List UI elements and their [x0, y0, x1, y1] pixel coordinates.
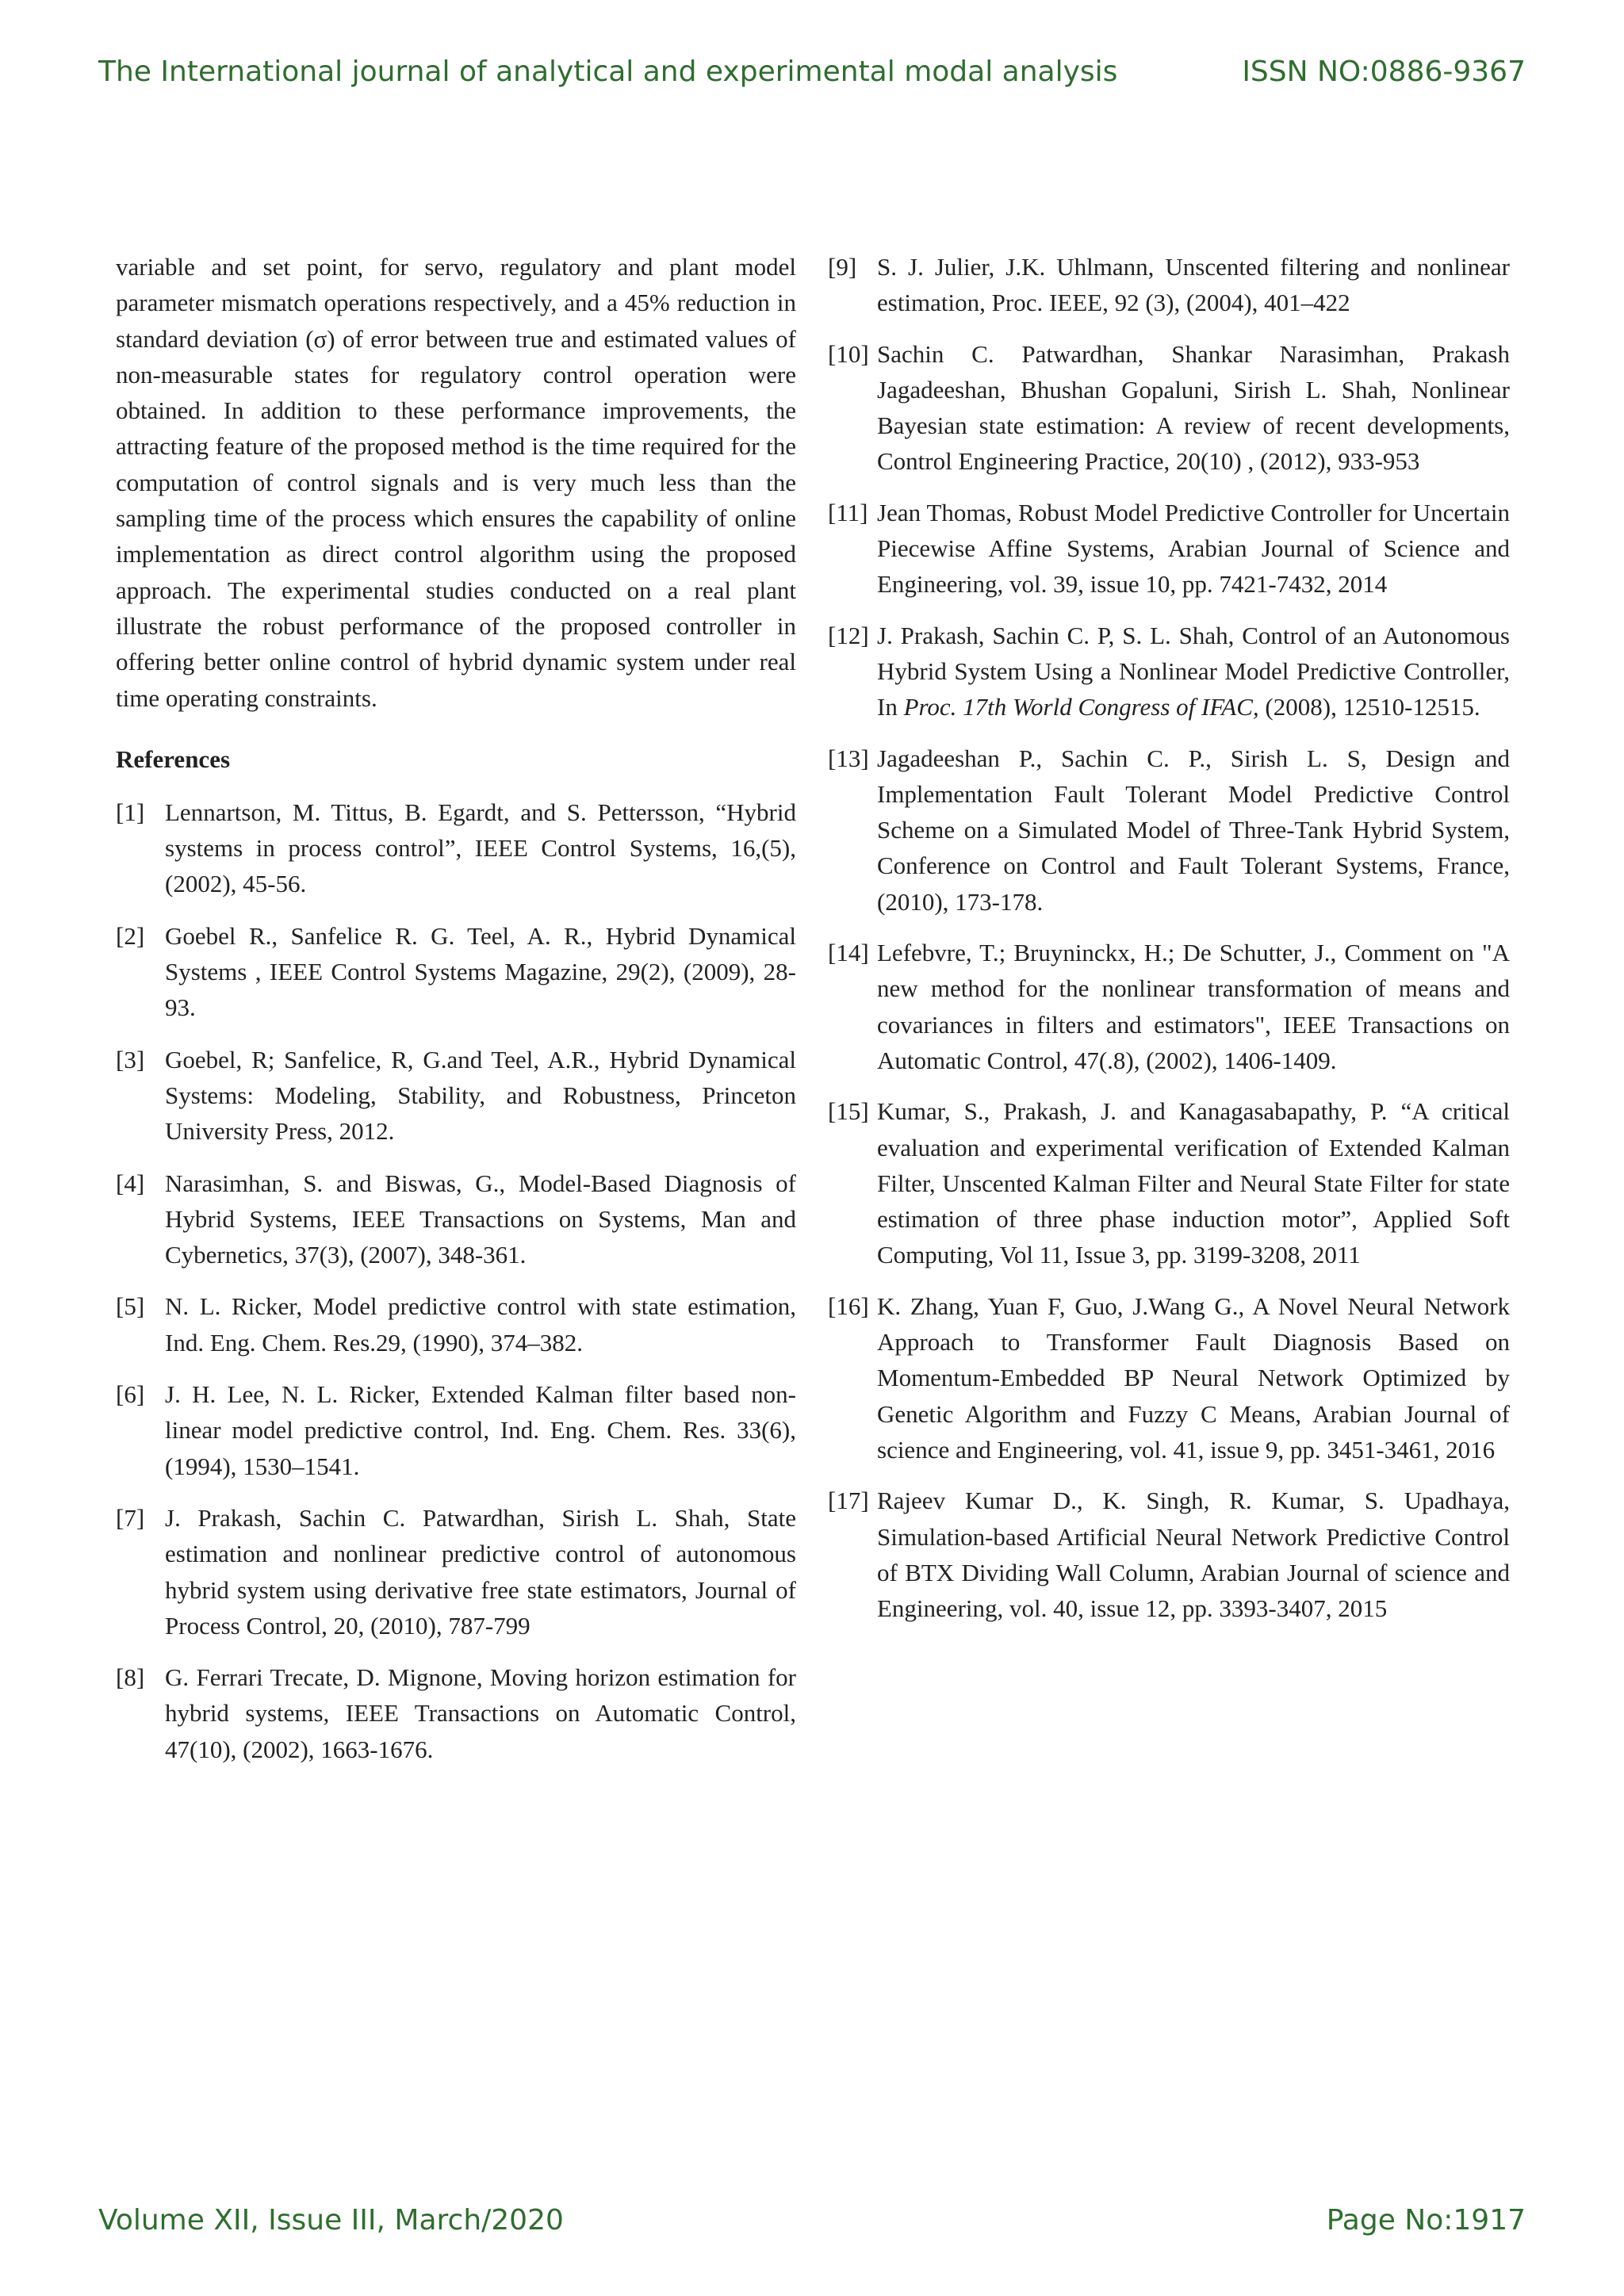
reference-number: [14] [828, 939, 869, 967]
reference-number: [7] [116, 1503, 145, 1532]
reference-text: Lennartson, M. Tittus, B. Egardt, and S. Pettersson, “Hybrid systems in process control”, IEEE Control Systems, 16,(5), (2002), 45-56. [165, 798, 796, 898]
body-paragraph: variable and set point, for servo, regulatory and plant model parameter mismatch operations respectively, and a 45% reduction in standard deviation (σ) of error between true and estimated values of non-measurable states for regulatory control operation were obtained. In addition to these performance improvements, the attracting feature of the proposed method is the time required for the computation of control signals and is very much less than the sampling time of the process which ensures the capability of online implementation as direct control algorithm using the proposed approach. The experimental studies conducted on a real plant illustrate the robust performance of the proposed controller in offering better online control of hybrid dynamic system under real time operating constraints. [116, 253, 796, 712]
reference-text: Goebel R., Sanfelice R. G. Teel, A. R., Hybrid Dynamical Systems , IEEE Control Systems Magazine, 29(2), (2009), 28-93. [165, 921, 796, 1022]
reference-text: N. L. Ricker, Model predictive control with state estimation, Ind. Eng. Chem. Res.29, (1990), 374–382. [165, 1292, 796, 1357]
reference-item-5 [116, 1288, 796, 1360]
reference-number: [17] [828, 1487, 869, 1515]
reference-item-12 [828, 618, 1510, 725]
reference-number: [16] [828, 1292, 869, 1320]
journal-title: The International journal of analytical and experimental modal analysis [98, 55, 1118, 88]
reference-list-left [116, 794, 796, 1767]
running-footer [98, 2198, 1526, 2242]
reference-text-part: J. Prakash, Sachin C. P, S. L. Shah, Control of an Autonomous Hybrid System Using a Nonlinear Model Predictive Controller, In [877, 621, 1510, 721]
left-column [116, 249, 796, 1783]
running-header [98, 49, 1526, 94]
reference-number: [3] [116, 1045, 145, 1073]
reference-number: [15] [828, 1097, 869, 1126]
reference-text: Goebel, R; Sanfelice, R, G.and Teel, A.R., Hybrid Dynamical Systems: Modeling, Stability, and Robustness, Princeton University Press, 2012. [165, 1045, 796, 1146]
reference-text: Rajeev Kumar D., K. Singh, R. Kumar, S. Upadhaya, Simulation-based Artificial Neural Network Predictive Control of BTX Dividing Wall Column, Arabian Journal of science and Engineering, vol. 40, issue 12, pp. 3393-3407, 2015 [877, 1487, 1510, 1623]
reference-text: J. Prakash, Sachin C. Patwardhan, Sirish L. Shah, State estimation and nonlinear predictive control of autonomous hybrid system using derivative free state estimators, Journal of Process Control, 20, (2010), 787-799 [165, 1503, 796, 1640]
reference-list-right [828, 249, 1510, 1626]
reference-item-1 [116, 794, 796, 902]
reference-item-15 [828, 1093, 1510, 1272]
reference-text: Narasimhan, S. and Biswas, G., Model-Based Diagnosis of Hybrid Systems, IEEE Transactions on Systems, Man and Cybernetics, 37(3), (2007), 348-361. [165, 1169, 796, 1269]
reference-venue-italic: Proc. 17th World Congress of IFAC, [903, 693, 1259, 721]
right-column [828, 249, 1510, 1641]
reference-item-7 [116, 1500, 796, 1644]
reference-text: Lefebvre, T.; Bruyninckx, H.; De Schutter, J., Comment on "A new method for the nonlinear transformation of means and covariances in filters and estimators", IEEE Transactions on Automatic Control, 47(.8), (2002), 1406-1409. [877, 939, 1510, 1074]
reference-item-10 [828, 336, 1510, 480]
reference-number: [12] [828, 621, 869, 649]
reference-item-6 [116, 1376, 796, 1484]
reference-item-16 [828, 1288, 1510, 1468]
reference-text [877, 618, 1510, 725]
reference-text: G. Ferrari Trecate, D. Mignone, Moving horizon estimation for hybrid systems, IEEE Transactions on Automatic Control, 47(10), (2002), 1663-1676. [165, 1663, 796, 1763]
references-heading: References [116, 744, 231, 773]
reference-number: [13] [828, 744, 869, 772]
reference-number: [11] [828, 498, 868, 526]
volume-issue: Volume XII, Issue III, March/2020 [98, 2203, 564, 2237]
reference-text: J. H. Lee, N. L. Ricker, Extended Kalman filter based non-linear model predictive control, Ind. Eng. Chem. Res. 33(6), (1994), 1530–1541. [165, 1380, 796, 1480]
reference-item-17 [828, 1483, 1510, 1626]
reference-text: Kumar, S., Prakash, J. and Kanagasabapathy, P. “A critical evaluation and experimental verification of Extended Kalman Filter, Unscented Kalman Filter and Neural State Filter for state estimation of three phase induction motor”, Applied Soft Computing, Vol 11, Issue 3, pp. 3199-3208, 2011 [877, 1097, 1510, 1269]
reference-number: [8] [116, 1663, 145, 1692]
reference-number: [6] [116, 1380, 145, 1409]
reference-number: [5] [116, 1292, 145, 1321]
reference-item-3 [116, 1042, 796, 1150]
reference-number: [1] [116, 798, 145, 826]
reference-text: Jagadeeshan P., Sachin C. P., Sirish L. S, Design and Implementation Fault Tolerant Model Predictive Control Scheme on a Simulated Model of Three-Tank Hybrid System, Conference on Control and Fault Tolerant Systems, France, (2010), 173-178. [877, 744, 1510, 916]
reference-item-8 [116, 1659, 796, 1767]
reference-item-14 [828, 935, 1510, 1078]
reference-item-4 [116, 1165, 796, 1273]
reference-item-2 [116, 918, 796, 1026]
issn-number: ISSN NO:0886-9367 [1242, 55, 1526, 88]
reference-number: [10] [828, 339, 869, 368]
reference-text: Jean Thomas, Robust Model Predictive Controller for Uncertain Piecewise Affine Systems, Arabian Journal of Science and Engineering, vol. 39, issue 10, pp. 7421-7432, 2014 [877, 498, 1510, 599]
reference-item-11 [828, 495, 1510, 603]
reference-number: [4] [116, 1169, 145, 1197]
reference-item-13 [828, 740, 1510, 920]
reference-text-part: (2008), 12510-12515. [1258, 693, 1480, 721]
reference-number: [9] [828, 253, 857, 281]
reference-text: Sachin C. Patwardhan, Shankar Narasimhan, Prakash Jagadeeshan, Bhushan Gopaluni, Sirish L. Shah, Nonlinear Bayesian state estimation: A review of recent developments, Control Engineering Practice, 20(10) , (2012), 933-953 [877, 339, 1510, 476]
page-number: Page No:1917 [1326, 2203, 1526, 2237]
reference-text: K. Zhang, Yuan F, Guo, J.Wang G., A Novel Neural Network Approach to Transformer Fault Diagnosis Based on Momentum-Embedded BP Neural Network Optimized by Genetic Algorithm and Fuzzy C Means, Arabian Journal of science and Engineering, vol. 41, issue 9, pp. 3451-3461, 2016 [877, 1292, 1510, 1464]
reference-number: [2] [116, 921, 145, 950]
reference-item-9 [828, 249, 1510, 321]
reference-text: S. J. Julier, J.K. Uhlmann, Unscented filtering and nonlinear estimation, Proc. IEEE, 92 (3), (2004), 401–422 [877, 253, 1510, 317]
